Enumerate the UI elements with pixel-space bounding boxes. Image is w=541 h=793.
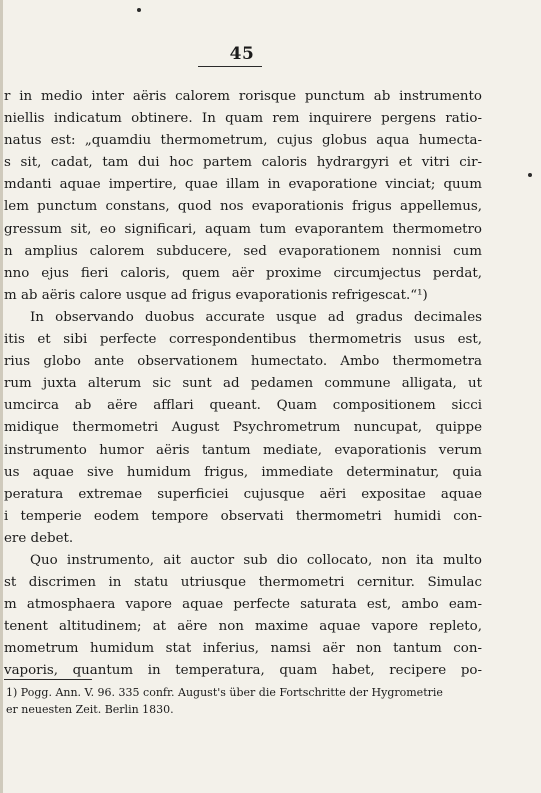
text-line: Quo instrumento, ait auctor sub dio collocato, non ita multo — [30, 552, 482, 568]
footnote-line: 1) Pogg. Ann. V. 96. 335 confr. August's über die Fortschritte der Hygrometrie — [6, 686, 443, 699]
footnote-rule — [4, 679, 92, 680]
ink-speck-right — [528, 173, 532, 177]
text-line: rum juxta alterum sic sunt ad pedamen commune alligata, ut — [4, 376, 482, 392]
text-line: m ab aëris calore usque ad frigus evaporationis refrigescat.“¹) — [4, 287, 428, 303]
text-line: natus est: „quamdiu thermometrum, cujus globus aqua humecta- — [4, 133, 482, 149]
text-line: mdanti aquae impertire, quae illam in evaporatione vinciat; quum — [4, 177, 482, 193]
text-line: vaporis, quantum in temperatura, quam habet, recipere po- — [4, 663, 482, 679]
text-line: umcirca ab aëre afflari queant. Quam compositionem sicci — [4, 398, 482, 414]
text-line: In observando duobus accurate usque ad gradus decimales — [30, 309, 482, 325]
text-line: st discrimen in statu utriusque thermometri cernitur. Simulac — [4, 575, 482, 591]
text-line: ere debet. — [4, 530, 74, 546]
text-line: nno ejus fieri caloris, quem aër proxime circumjectus perdat, — [4, 265, 482, 281]
text-line: gressum sit, eo significari, aquam tum evaporantem thermometro — [4, 221, 482, 237]
text-line: m atmosphaera vapore aquae perfecte saturata est, ambo eam- — [4, 597, 482, 613]
ink-speck-top — [137, 8, 141, 12]
text-line: us aquae sive humidum frigus, immediate determinatur, quia — [4, 464, 482, 480]
text-line: i temperie eodem tempore observati thermometri humidi con- — [4, 508, 482, 524]
page-edge-shadow — [0, 0, 3, 793]
footnote-line: er neuesten Zeit. Berlin 1830. — [6, 703, 174, 716]
text-line: rius globo ante observationem humectato. Ambo thermometra — [4, 354, 482, 370]
text-line: tenent altitudinem; at aëre non maxime aquae vapore repleto, — [4, 619, 482, 635]
text-line: s sit, cadat, tam dui hoc partem caloris hydrargyri et vitri cir- — [4, 155, 482, 171]
text-line: r in medio inter aëris calorem rorisque punctum ab instrumento — [4, 89, 482, 104]
text-line: midique thermometri August Psychrometrum nuncupat, quippe — [4, 420, 482, 436]
text-line: niellis indicatum obtinere. In quam rem inquirere pergens ratio- — [4, 111, 482, 127]
text-line: itis et sibi perfecte correspondentibus thermometris usus est, — [4, 332, 482, 348]
page-number-rule — [198, 66, 262, 67]
text-line: lem punctum constans, quod nos evaporationis frigus appellemus, — [4, 199, 482, 215]
text-line: mometrum humidum stat inferius, namsi aër non tantum con- — [4, 641, 482, 657]
text-line: instrumento humor aëris tantum mediate, evaporationis verum — [4, 442, 482, 458]
text-line: peratura extremae superficiei cujusque aëri expositae aquae — [4, 486, 482, 502]
page-number: 45 — [229, 44, 255, 64]
text-line: n amplius calorem subducere, sed evaporationem nonnisi cum — [4, 243, 482, 259]
footnotes — [6, 684, 482, 718]
body-text — [4, 86, 482, 683]
